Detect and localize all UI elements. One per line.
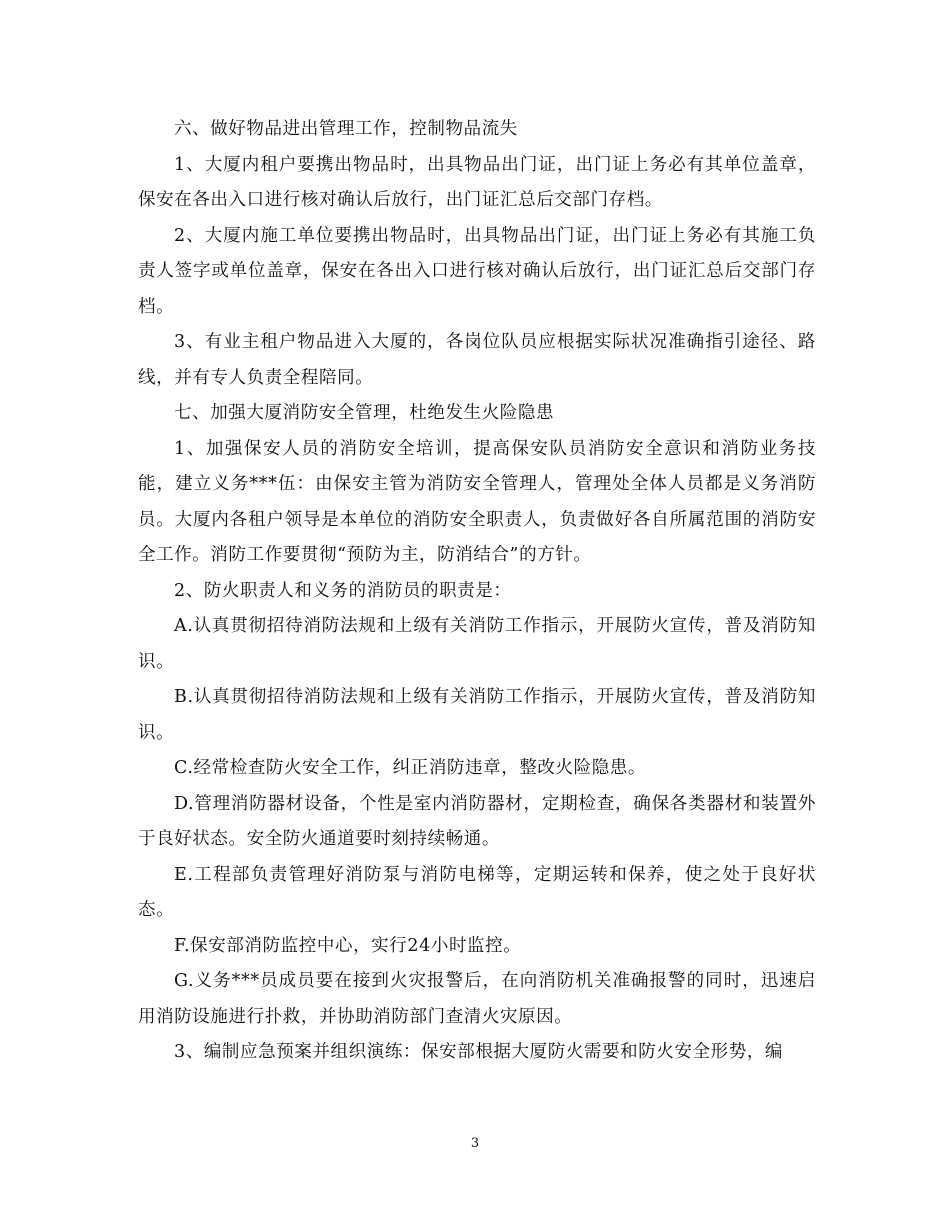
paragraph: 1、加强保安人员的消防安全培训，提高保安队员消防安全意识和消防业务技能，建立义务***伍：由保安主管为消防安全管理人，管理处全体人员都是义务消防员。大厦内各租户领导是本单位的消防安全职责人，负责做好各自所属范围的消防安全工作。消防工作要贯彻“预防为主，防消结合”的方针。	[138, 438, 816, 565]
list-item-c: C.经常检查防火安全工作，纠正消防违章，整改火险隐患。	[174, 758, 647, 778]
list-item-b: B.认真贯彻招待消防法规和上级有关消防工作指示，开展防火宣传，普及消防知识。	[138, 687, 816, 743]
paragraph: 1、大厦内租户要携出物品时，出具物品出门证，出门证上务必有其单位盖章，保安在各出入口进行核对确认后放行，出门证汇总后交部门存档。	[138, 154, 816, 210]
paragraph: 3、编制应急预案并组织演练：保安部根据大厦防火需要和防火安全形势，编	[174, 1042, 784, 1062]
list-item-g: G.义务***员成员要在接到火灾报警后，在向消防机关准确报警的同时，迅速启用消防设施进行扑救，并协助消防部门查清火灾原因。	[138, 971, 816, 1027]
list-item-e: E.工程部负责管理好消防泵与消防电梯等，定期运转和保养，使之处于良好状态。	[138, 864, 816, 920]
list-item-a: A.认真贯彻招待消防法规和上级有关消防工作指示，开展防火宣传，普及消防知识。	[138, 616, 816, 672]
document-body	[138, 112, 816, 1071]
section-heading-6: 六、做好物品进出管理工作，控制物品流失	[174, 119, 518, 139]
page-number: 3	[470, 1136, 480, 1151]
list-item-f: F.保安部消防监控中心，实行24小时监控。	[174, 935, 522, 956]
list-item-d: D.管理消防器材设备，个性是室内消防器材，定期检查，确保各类器材和装置外于良好状态。安全防火通道要时刻持续畅通。	[138, 793, 816, 849]
paragraph: 3、有业主租户物品进入大厦的，各岗位队员应根据实际状况准确指引途径、路线，并有专人负责全程陪同。	[138, 332, 816, 388]
section-heading-7: 七、加强大厦消防安全管理，杜绝发生火险隐患	[174, 403, 555, 423]
paragraph: 2、防火职责人和义务的消防员的职责是：	[174, 580, 512, 601]
paragraph: 2、大厦内施工单位要携出物品时，出具物品出门证，出门证上务必有其施工负责人签字或单位盖章，保安在各出入口进行核对确认后放行，出门证汇总后交部门存档。	[138, 225, 816, 317]
